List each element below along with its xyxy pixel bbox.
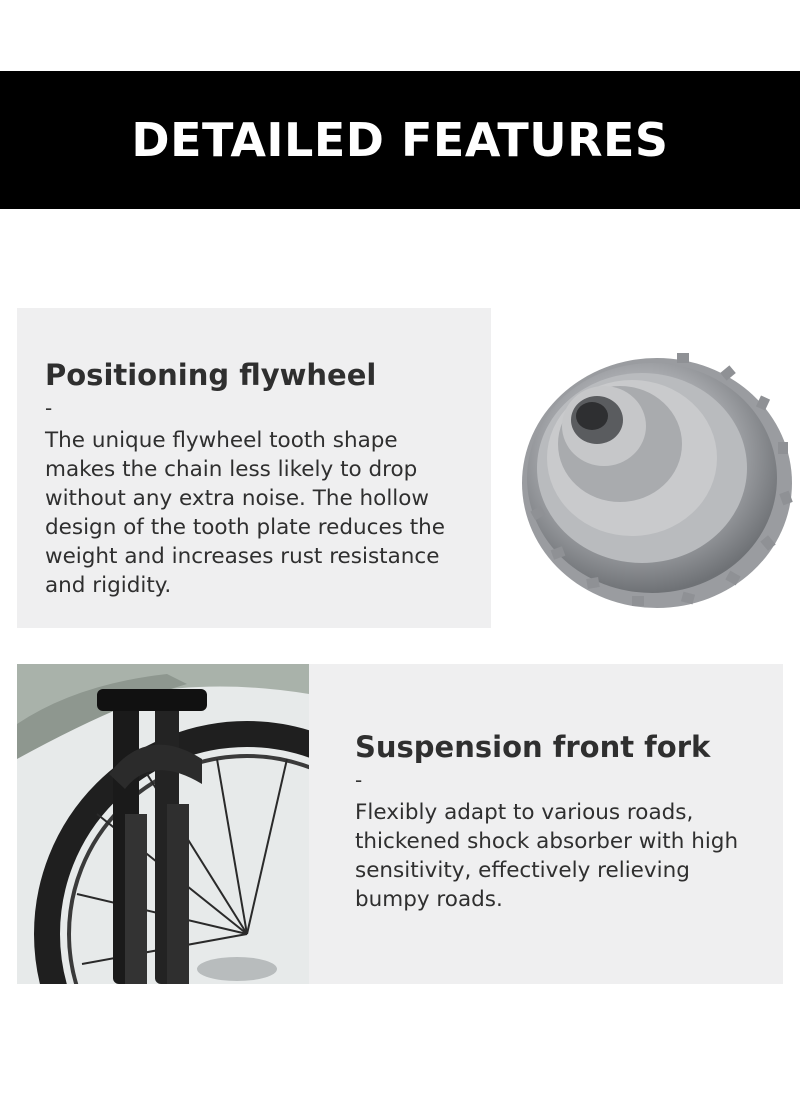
page-title: DETAILED FEATURES xyxy=(131,113,669,167)
feature-panel-flywheel xyxy=(17,308,491,628)
feature-title: Suspension front fork xyxy=(355,730,711,764)
feature-description: The unique flywheel tooth shape makes the chain less likely to drop without any extra noise. The hollow design of the tooth plate reduces the weight and increases rust resistance and rigidity. xyxy=(45,428,445,598)
feature-panel-suspension xyxy=(309,664,783,984)
header-banner xyxy=(0,71,800,209)
front-fork-image xyxy=(17,664,309,984)
feature-separator: - xyxy=(355,768,363,792)
cassette-image xyxy=(492,308,800,628)
feature-separator: - xyxy=(45,396,53,420)
feature-title: Positioning flywheel xyxy=(45,358,377,392)
feature-description: Flexibly adapt to various roads, thickened shock absorber with high sensitivity, effectively relieving bumpy roads. xyxy=(355,800,739,912)
